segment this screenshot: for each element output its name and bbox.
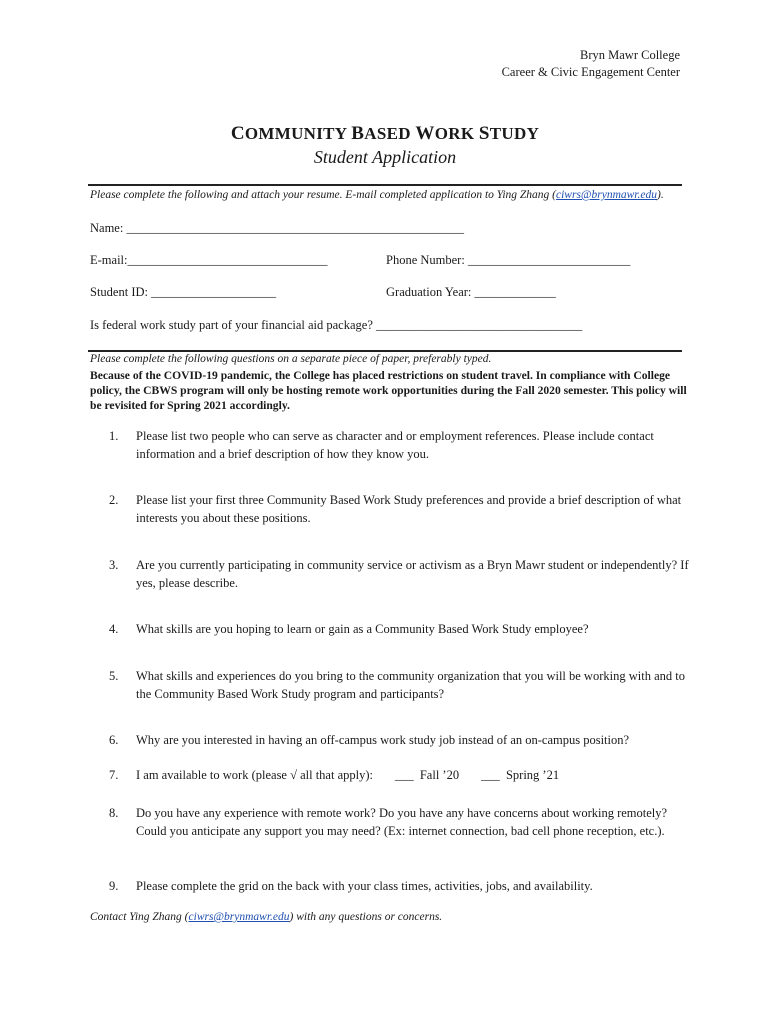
title-rest-4: TUDY	[489, 124, 540, 143]
covid-notice: Because of the COVID-19 pandemic, the College has placed restrictions on student travel. In compliance with College policy, the CBWS program will only be hosting remote work opportunities during the Fall 2020 semester. This policy will be revisited for Spring 2021 accordingly.	[90, 369, 687, 412]
question-item-availability: 7. I am available to work (please √ all that apply): ___ Fall ’20 ___ Spring ’21	[109, 768, 560, 782]
title-cap-1: C	[230, 123, 245, 144]
contact-email-link[interactable]: ciwrs@brynmawr.edu	[188, 911, 290, 923]
phone-field[interactable]: Phone Number: __________________________	[386, 253, 631, 267]
title-cap-2: B	[351, 123, 365, 144]
question-item: 1. Please list two people who can serve as character and or employment references. Please include contact information and a brief description of how they know you.	[109, 429, 654, 461]
center-name: Career & Civic Engagement Center	[501, 65, 680, 79]
org-header	[502, 47, 680, 81]
questions-note: Please complete the following questions on a separate piece of paper, preferably typed.	[90, 353, 492, 365]
email-field[interactable]: E-mail:________________________________	[90, 253, 328, 267]
contact-line: Contact Ying Zhang (ciwrs@brynmawr.edu) with any questions or concerns.	[90, 911, 443, 923]
title-cap-4: S	[478, 123, 490, 144]
question-item: 8. Do you have any experience with remote work? Do you have any have concerns about working remotely? Could you anticipate any support you may need? (Ex: internet connection, bad cell phone reception, etc.).	[109, 806, 668, 838]
college-name: Bryn Mawr College	[580, 48, 680, 62]
work-study-field[interactable]: Is federal work study part of your financial aid package? _________________________________	[90, 318, 583, 332]
question-item: 4. What skills are you hoping to learn or gain as a Community Based Work Study employee?	[109, 622, 589, 636]
instructions: Please complete the following and attach your resume. E-mail completed application to Ying Zhang (ciwrs@brynmawr.edu).	[90, 189, 664, 201]
question-item: 6. Why are you interested in having an off-campus work study job instead of an on-campus position?	[109, 733, 630, 747]
title-rest-1: OMMUNITY	[244, 124, 347, 143]
divider-top	[88, 184, 682, 186]
name-field[interactable]: Name: ______________________________________________________	[90, 221, 464, 235]
question-item: 2. Please list your first three Community Based Work Study preferences and provide a brief description of what interests you about these positions.	[109, 493, 682, 525]
question-item: 9. Please complete the grid on the back with your class times, activities, jobs, and availability.	[109, 879, 593, 893]
question-item: 5. What skills and experiences do you bring to the community organization that you will be working with and to the Community Based Work Study program and participants?	[109, 669, 685, 701]
email-link[interactable]: ciwrs@brynmawr.edu	[556, 189, 657, 201]
question-item: 3. Are you currently participating in community service or activism as a Bryn Mawr student or independently? If yes, please describe.	[109, 558, 689, 590]
page-title	[0, 123, 770, 145]
title-rest-2: ASED	[364, 124, 411, 143]
title-rest-3: ORK	[434, 124, 475, 143]
page-subtitle: Student Application	[313, 147, 457, 167]
divider-middle	[88, 350, 682, 352]
title-cap-3: W	[415, 123, 435, 144]
graduation-year-field[interactable]: Graduation Year: _____________	[386, 285, 556, 299]
student-id-field[interactable]: Student ID: ____________________	[90, 285, 277, 299]
